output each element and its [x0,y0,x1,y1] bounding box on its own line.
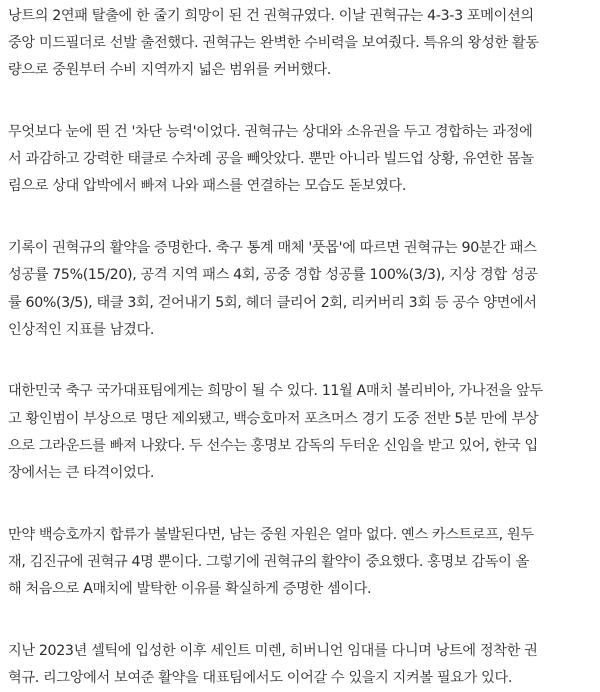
text-line: 지난 2023년 셀틱에 입성한 이후 세인트 미렌, 히버니언 임대를 다니며 낭트에 정착한 권 [8,642,538,659]
paragraph-6 [8,638,592,692]
paragraph-2 [8,119,592,201]
text-line: 성공률 75%(15/20), 공격 지역 패스 4회, 공중 경합 성공률 100%(3/3), 지상 경합 성공 [8,267,538,284]
text-line: 림으로 상대 압박에서 빠져 나와 패스를 연결하는 모습도 돋보였다. [8,178,407,195]
text-line: 무엇보다 눈에 띈 건 '차단 능력'이었다. 권혁규는 상대와 소유권을 두고 경합하는 과정에 [8,124,533,141]
text-line: 인상적인 지표를 남겼다. [8,321,155,338]
text-line: 해 처음으로 A매치에 발탁한 이유를 확실하게 증명한 셈이다. [8,581,372,597]
paragraph-4 [8,378,592,487]
text-line: 량으로 중원부터 수비 지역까지 넓은 범위를 커버했다. [8,62,331,79]
text-line: 으로 그라운드를 빠져 나왔다. 두 선수는 홍명보 감독의 두터운 신임을 받고 있어, 한국 입 [8,437,538,454]
text-line: 고 황인범이 부상으로 명단 제외됐고, 백승호마저 포츠머스 경기 도중 전반 5분 만에 부상 [8,410,539,427]
text-line: 대한민국 축구 국가대표팀에게는 희망이 될 수 있다. 11월 A매치 볼리비아, 가나전을 앞두 [8,383,543,400]
text-line: 혁규. 리그앙에서 보여준 활약을 대표팀에서도 이어갈 수 있을지 지켜볼 필요가 있다. [8,669,512,686]
paragraph-3 [8,235,592,344]
paragraph-5 [8,522,592,604]
text-line: 장에서는 큰 타격이었다. [8,464,155,481]
text-line: 기록이 권혁규의 활약을 증명한다. 축구 통계 매체 '풋몹'에 따르면 권혁규는 90분간 패스 [8,240,537,257]
text-line: 재, 김진규에 권혁규 4명 뿐이다. 그렇기에 권혁규의 활약이 중요했다. 홍명보 감독이 올 [8,553,529,570]
text-line: 만약 백승호까지 합류가 불발된다면, 남는 중원 자원은 얼마 없다. 옌스 카스트로프, 원두 [8,526,534,543]
paragraph-1 [8,3,592,85]
text-line: 낭트의 2연패 탈출에 한 줄기 희망이 된 건 권혁규였다. 이날 권혁규는 4-3-3 포메이션의 [8,8,534,24]
text-line: 서 과감하고 강력한 태클로 수차례 공을 빼앗았다. 뿐만 아니라 빌드업 상황, 유연한 몸놀 [8,151,534,168]
text-line: 중앙 미드필더로 선발 출전했다. 권혁규는 완벽한 수비력을 보여줬다. 특유의 왕성한 활동 [8,35,539,52]
text-line: 률 60%(3/5), 태클 3회, 걷어내기 5회, 헤더 클리어 2회, 리커버리 3회 등 공수 양면에서 [8,294,537,311]
